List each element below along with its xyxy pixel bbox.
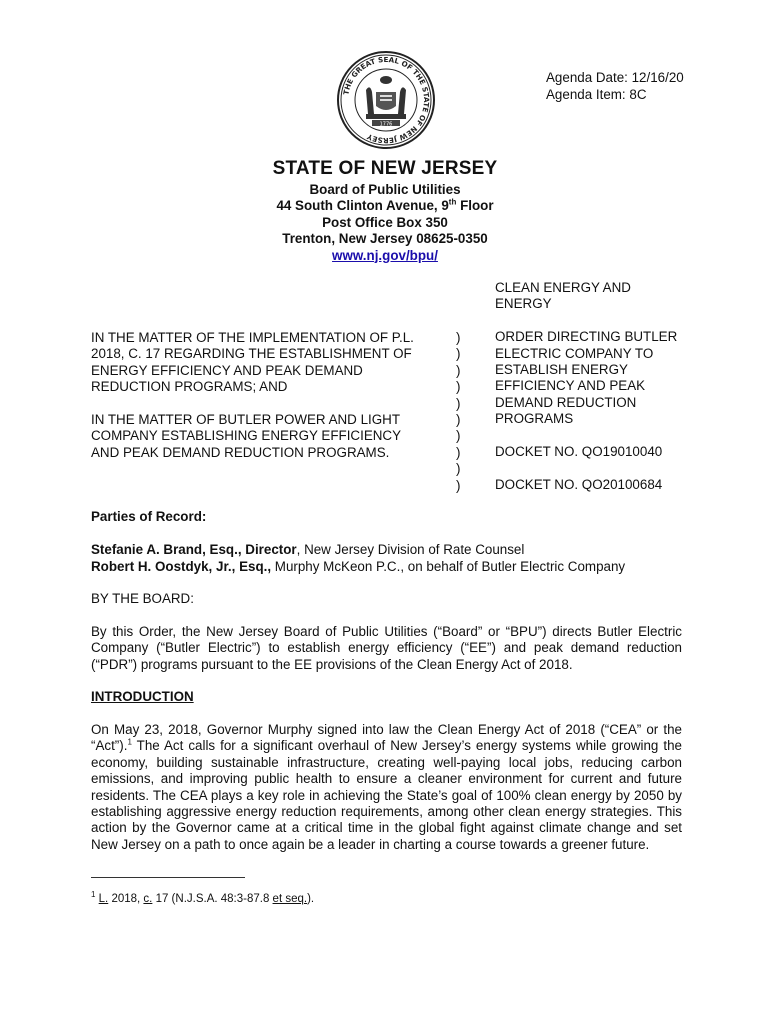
- order-title-line: ELECTRIC COMPANY TO: [495, 345, 654, 361]
- caption-paren: ): [456, 461, 461, 477]
- intro-text-start: On May 23, 2018, Governor Murphy signed into law the Clean Energy Act of 2018 (“CEA” or the “Act”).: [91, 722, 682, 754]
- order-title-line: ORDER DIRECTING BUTLER: [495, 329, 678, 345]
- caption-paren: ): [456, 412, 461, 428]
- agenda-block: [546, 69, 684, 103]
- street-address: [0, 198, 770, 215]
- party-2: [91, 559, 682, 575]
- footnote-divider: [91, 877, 245, 878]
- docket-number-1: DOCKET NO. QO19010040: [495, 444, 663, 460]
- caption-parentheses: [456, 330, 466, 494]
- category-line: CLEAN ENERGY AND: [495, 280, 631, 295]
- caption-left-line: 2018, C. 17 REGARDING THE ESTABLISHMENT OF: [91, 346, 412, 362]
- order-title-line: DEMAND REDUCTION: [495, 394, 637, 410]
- party-1: [91, 542, 682, 558]
- party-1-name: Stefanie A. Brand, Esq., Director: [91, 542, 297, 557]
- caption-paren: ): [456, 379, 461, 395]
- caption-paren: ): [456, 346, 461, 362]
- footnote-l-abbr: L.: [98, 893, 109, 905]
- caption-paren: ): [456, 477, 461, 493]
- intro-text-rest: The Act calls for a significant overhaul of New Jersey’s energy systems while growing the economy, building sustainable infrastructure, creating well-paying local jobs, reducing carbon emissions, and improving public health to ensure a cleaner environment for current and future residents. The CEA plays a key role in achieving the State’s goal of 100% clean energy by 2050 by establishing aggressive energy reduction requirements, among other clean energy strategies. This action by the Governor came at a critical time in the global fight against climate change and set New Jersey on a path to once again be a leader in charting a course towards a greener future.: [91, 738, 682, 852]
- caption-left-line: IN THE MATTER OF THE IMPLEMENTATION OF P.L.: [91, 330, 414, 345]
- docket-number-2: DOCKET NO. QO20100684: [495, 476, 663, 492]
- parties-heading: Parties of Record:: [91, 509, 207, 524]
- caption-left-line: REDUCTION PROGRAMS; AND: [91, 379, 288, 395]
- caption-left-line: [91, 396, 451, 412]
- caption-paren: ): [456, 330, 461, 345]
- case-caption-right: [495, 280, 695, 493]
- footnote-c-abbr: c.: [143, 893, 153, 905]
- introduction-paragraph: [91, 722, 682, 853]
- party-2-role: Murphy McKeon P.C., on behalf of Butler Electric Company: [271, 558, 626, 574]
- address-superscript: th: [448, 197, 457, 207]
- svg-text:1776: 1776: [379, 121, 393, 128]
- agenda-date: Agenda Date: 12/16/20: [546, 70, 684, 85]
- footnote-1: [91, 890, 315, 905]
- caption-paren: ): [456, 428, 461, 444]
- caption-left-line: IN THE MATTER OF BUTLER POWER AND LIGHT: [91, 412, 401, 428]
- footnote-et-seq: et seq.: [272, 893, 308, 905]
- order-title-line: ESTABLISH ENERGY: [495, 362, 628, 378]
- state-seal-logo: [336, 50, 436, 150]
- address-main: 44 South Clinton Avenue, 9: [276, 198, 449, 213]
- caption-left-line: COMPANY ESTABLISHING ENERGY EFFICIENCY: [91, 428, 402, 444]
- footnote-ref-1[interactable]: 1: [127, 737, 132, 747]
- order-title-line: EFFICIENCY AND PEAK: [495, 378, 646, 394]
- footnote-number: 1: [91, 890, 96, 900]
- agenda-item: Agenda Item: 8C: [546, 87, 647, 102]
- footnote-citation: 17 (N.J.S.A. 48:3-87.8: [152, 893, 273, 905]
- order-title: [495, 329, 695, 427]
- caption-left-line: AND PEAK DEMAND REDUCTION PROGRAMS.: [91, 444, 390, 460]
- footnote-year: 2018,: [108, 893, 144, 905]
- order-title-line: PROGRAMS: [495, 411, 574, 427]
- caption-paren: ): [456, 444, 461, 460]
- caption-paren: ): [456, 362, 461, 378]
- board-name: Board of Public Utilities: [309, 182, 461, 197]
- address-floor: Floor: [456, 198, 494, 213]
- website-link[interactable]: www.nj.gov/bpu/: [332, 247, 438, 263]
- party-2-name: Robert H. Oostdyk, Jr., Esq.,: [91, 558, 272, 574]
- caption-left-line: ENERGY EFFICIENCY AND PEAK DEMAND: [91, 362, 363, 378]
- category-line: ENERGY: [495, 296, 552, 312]
- po-box: Post Office Box 350: [322, 214, 448, 230]
- introduction-heading: INTRODUCTION: [91, 689, 194, 704]
- case-caption-left: [91, 330, 451, 461]
- state-title: STATE OF NEW JERSEY: [272, 158, 498, 179]
- by-the-board: BY THE BOARD:: [91, 591, 194, 606]
- party-1-role: , New Jersey Division of Rate Counsel: [296, 542, 525, 557]
- category-lines: [495, 280, 695, 313]
- footnote-end: ).: [307, 893, 315, 905]
- caption-paren: ): [456, 395, 461, 411]
- order-paragraph: By this Order, the New Jersey Board of Public Utilities (“Board” or “BPU”) directs Butler Electric Company (“Butler Electric”) to establish energy efficiency (“EE”) and peak demand reduction (“PDR”) programs pursuant to the EE provisions of the Clean Energy Act of 2018.: [91, 624, 682, 672]
- city-zip: Trenton, New Jersey 08625-0350: [282, 231, 488, 246]
- svg-text:THE GREAT SEAL OF THE STATE OF: THE GREAT SEAL OF THE STATE OF NEW JERSEY: [341, 54, 432, 146]
